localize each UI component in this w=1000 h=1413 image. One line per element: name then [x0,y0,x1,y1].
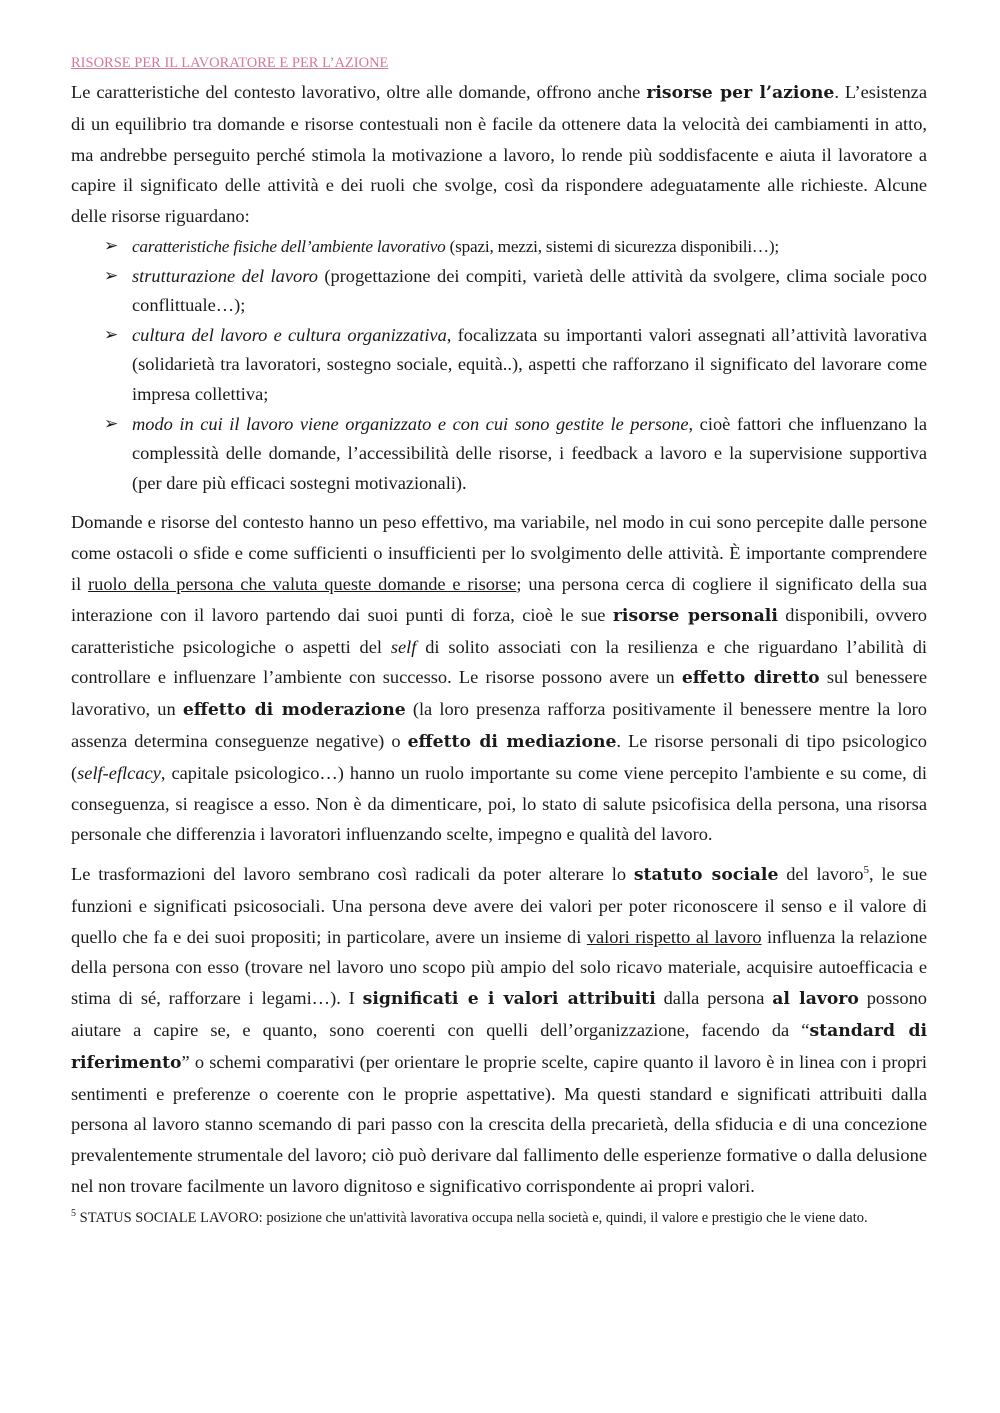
document-page [71,50,927,1229]
list-item: ➢ cultura del lavoro e cultura organizzativa, focalizzata su importanti valori assegnati all’attività lavorativa (solidarietà tra lavoratori, sostegno sociale, equità..), aspetti che rafforzano il significato del lavorare come impresa collettiva; [71,321,927,410]
footnote-reference: 5 [863,863,869,876]
list-item: ➢ strutturazione del lavoro (progettazione dei compiti, varietà delle attività da svolgere, clima sociale poco conflittuale…); [71,262,927,321]
footnote: $^5$ STATUS SOCIALE LAVORO: posizione che un'attività lavorativa occupa nella società e, quindi, il valore e prestigio che le viene dato. [71,1208,868,1226]
arrow-bullet-icon: ➢ [104,235,119,256]
arrow-bullet-icon: ➢ [104,265,119,286]
section-heading: RISORSE PER IL LAVORATORE E PER L’AZIONE [71,55,389,71]
footnote-number: 5 [71,1208,76,1220]
list-item: ➢ caratteristiche fisiche dell’ambiente lavorativo (spazi, mezzi, sistemi di sicurezza disponibili…); [71,232,927,262]
arrow-bullet-icon: ➢ [104,413,119,434]
paragraph-resources-intro: Le caratteristiche del contesto lavorativo, oltre alle domande, offrono anche risorse per l’azione. L’esistenza di un equilibrio tra domande e risorse contestuali non è facile da ottenere data la velocità dei cambiamenti in atto, ma andrebbe perseguito perché stimola la motivazione a lavoro, lo rende più soddisfacente e aiuta il lavoratore a capire il significato delle attività e dei ruoli che svolge, così da rispondere adeguatamente alle richieste. Alcune delle risorse riguardano: [71,82,927,227]
underlined-ruolo-persona: ruolo della persona che valuta queste domande e risorse [88,573,517,594]
paragraph-personal-resources: Domande e risorse del contesto hanno un peso effettivo, ma variabile, nel modo in cui sono percepite dalle persone come ostacoli o sfide e come sufficienti o insufficienti per lo svolgimento delle attività. È importante comprendere il ruolo della persona che valuta queste domande e risorse; una persona cerca di cogliere il significato della sua interazione con il lavoro partendo dai suoi punti di forza, cioè le sue risorse personali disponibili, ovvero caratteristiche psicologiche o aspetti del self di solito associati con la resilienza e che riguardano l’abilità di controllare e influenzare l’ambiente con successo. Le risorse possono avere un effetto diretto sul benessere lavorativo, un effetto di moderazione (la loro presenza rafforza positivamente il benessere mentre la loro assenza determina conseguenze negative) o effetto di mediazione. Le risorse personali di tipo psicologico (self-eflcacy, capitale psicologico…) hanno un ruolo importante su come viene percepito l'ambiente e su come, di conseguenza, si reagisce a esso. Non è da dimenticare, poi, lo stato di salute psicofisica della persona, una risorsa personale che differenzia i lavoratori influenzando scelte, impegno e qualità del lavoro. [71,512,928,845]
underlined-valori-lavoro: valori rispetto al lavoro [586,926,762,947]
resources-bullet-list [71,232,927,498]
bold-risorse-per-azione: risorse per l’azione [646,83,835,103]
arrow-bullet-icon: ➢ [104,324,119,345]
paragraph-social-status: Le trasformazioni del lavoro sembrano così radicali da poter alterare lo statuto sociale del lavoro$^5$, le sue funzioni e significati psicosociali. Una persona deve avere dei valori per poter riconoscere il senso e il valore di quello che fa e dei suoi propositi; in particolare, avere un insieme di valori rispetto al lavoro influenza la relazione della persona con esso (trovare nel lavoro uno scopo più ampio del solo ricavo materiale, acquisire autoefficacia e stima di sé, rafforzare i legami…). I significati e i valori attribuiti dalla persona al lavoro possono aiutare a capire se, e quanto, sono coerenti con quelli dell’organizzazione, facendo da “standard di riferimento” o schemi comparativi (per orientare le proprie scelte, capire quanto il lavoro è in linea con i propri sentimenti e preferenze o coerente con le proprie aspettative). Ma questi standard e significati attribuiti dalla persona al lavoro stanno scemando di pari passo con la crescita della precarietà, della sfiducia e di una concezione prevalentemente strumentale del lavoro; ciò può derivare dal fallimento delle esperienze formative o dalla delusione nel non trovare facilmente un lavoro dignitoso e significativo corrispondente ai propri valori. [71,863,928,1197]
list-item: ➢ modo in cui il lavoro viene organizzato e con cui sono gestite le persone, cioè fattori che influenzano la complessità delle domande, l’accessibilità delle risorse, i feedback a lavoro e la supervisione supportiva (per dare più efficaci sostegni motivazionali). [71,410,927,499]
